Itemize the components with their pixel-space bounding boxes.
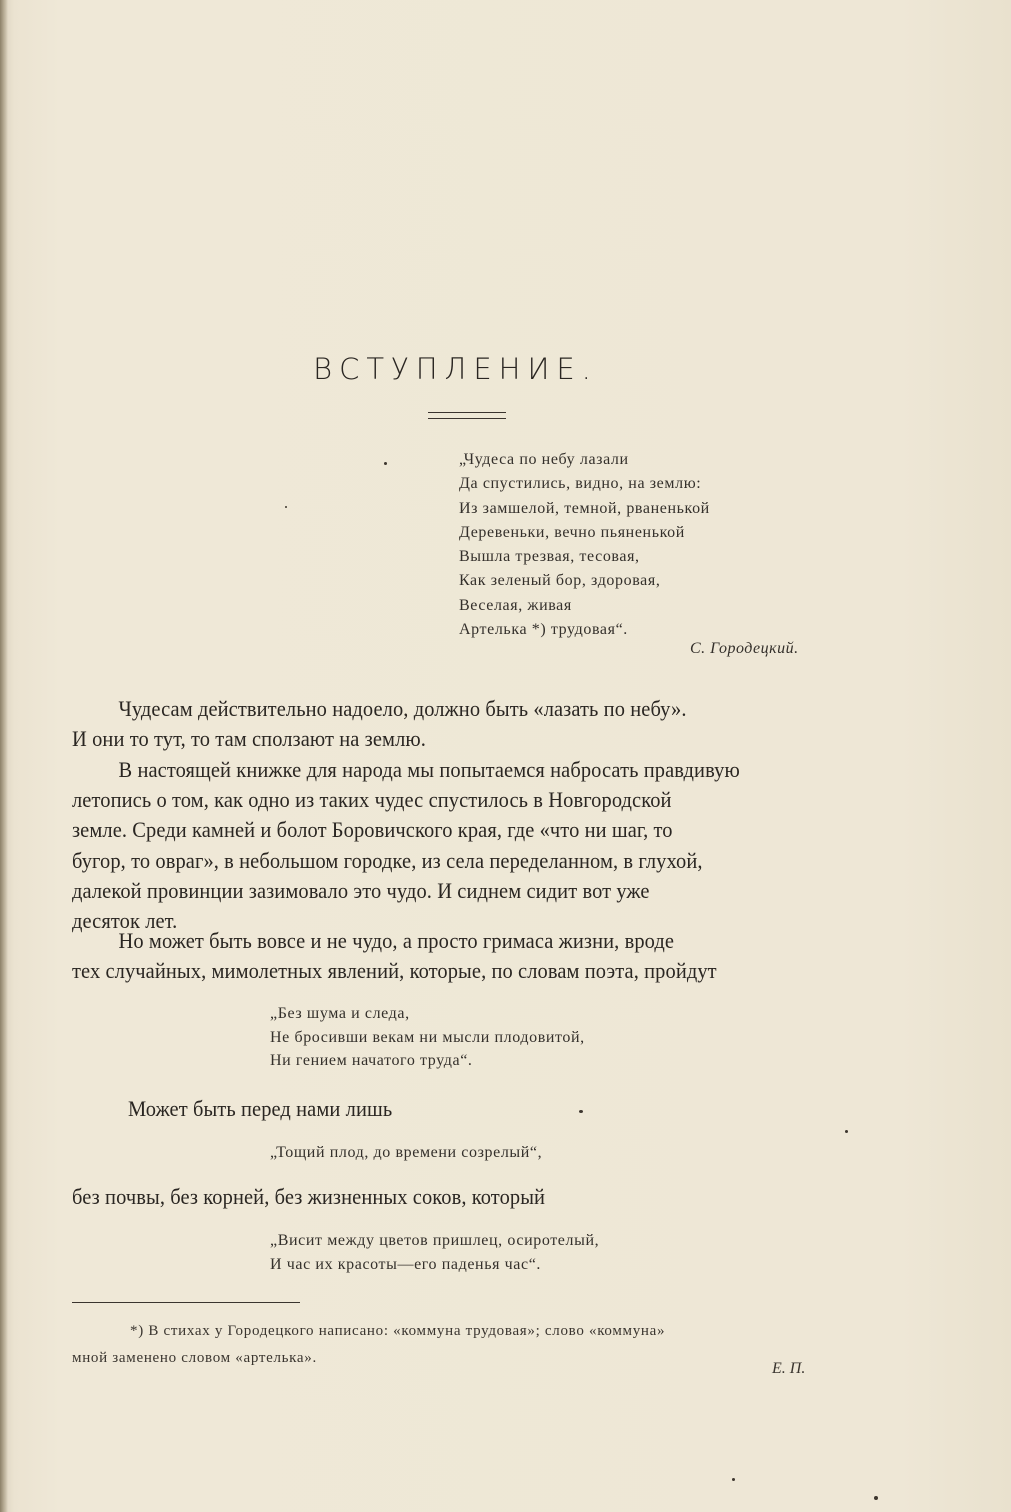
paragraph-line: тех случайных, мимолетных явлений, которые, по словам поэта, пройдут: [72, 958, 717, 984]
text-line-3: без почвы, без корней, без жизненных соков, который: [72, 1184, 546, 1209]
text-line-2: Может быть перед нами лишь: [128, 1096, 393, 1121]
paper-speck: [579, 1110, 583, 1113]
footnote-line: мной заменено словом «артелька».: [72, 1350, 317, 1366]
paragraph-line: летопись о том, как одно из таких чудес спустилось в Новгородской: [72, 787, 672, 813]
footnote-signature: Е. П.: [772, 1360, 806, 1377]
verse-quote-1: [270, 1002, 585, 1073]
paper-speck: [732, 1478, 735, 1481]
verse-quote-2: [270, 1141, 542, 1165]
epigraph-line: Да спустились, видно, на землю:: [459, 475, 702, 493]
epigraph: [459, 448, 819, 642]
paragraph-line: И они то тут, то там сползают на землю.: [72, 726, 426, 752]
footnote-rule: [72, 1302, 300, 1303]
epigraph-line: Деревеньки, вечно пьяненькой: [459, 523, 685, 541]
paper-speck: [845, 1130, 848, 1133]
epigraph-line: Веселая, живая: [459, 596, 572, 614]
epigraph-line: „Чудеса по небу лазали: [459, 451, 629, 468]
paragraph-line: земле. Среди камней и болот Боровичского края, где «что ни шаг, то: [72, 817, 673, 843]
epigraph-line: Из замшелой, темной, рваненькой: [459, 499, 710, 517]
footnote-line: *) В стихах у Городецкого написано: «коммуна трудовая»; слово «коммуна»: [130, 1323, 666, 1339]
verse-quote-3: [270, 1229, 599, 1276]
paragraph-line: бугор, то овраг», в небольшом городке, из села переделанном, в глухой,: [72, 847, 703, 873]
verse-line: И час их красоты—его паденья час“.: [270, 1255, 542, 1273]
epigraph-line: Артелька *) трудовая“.: [459, 621, 628, 639]
paragraph-line: Чудесам действительно надоело, должно быть «лазать по небу».: [118, 696, 687, 721]
footnote: [72, 1318, 872, 1372]
verse-line: „Тощий плод, до времени созрелый“,: [270, 1144, 543, 1161]
epigraph-line: Как зеленый бор, здоровая,: [459, 572, 661, 590]
paper-speck: [384, 462, 387, 465]
paragraph-line: В настоящей книжке для народа мы попытаемся набросать правдивую: [118, 757, 740, 782]
paragraph-1: [72, 694, 811, 754]
paper-speck: [874, 1496, 878, 1500]
paper-speck: [285, 506, 287, 508]
paragraph-line: Но может быть вовсе и не чудо, а просто гримаса жизни, вроде: [118, 928, 675, 953]
verse-line: Не бросивши векам ни мысли плодовитой,: [270, 1028, 585, 1046]
verse-line: Ни гением начатого труда“.: [270, 1052, 473, 1069]
title-double-rule: [428, 412, 506, 419]
epigraph-line: Вышла трезвая, тесовая,: [459, 548, 640, 566]
verse-line: „Без шума и следа,: [270, 1005, 410, 1022]
chapter-title: ВСТУПЛЕНИЕ.: [313, 352, 598, 386]
verse-line: „Висит между цветов пришлец, осиротелый,: [270, 1232, 600, 1249]
paragraph-2: [72, 755, 811, 936]
paragraph-line: далекой провинции зазимовало это чудо. И сиднем сидит вот уже: [72, 877, 650, 903]
book-binding-edge: [0, 0, 8, 1512]
paragraph-line: десяток лет.: [72, 908, 178, 934]
epigraph-author: С. Городецкий.: [690, 640, 799, 657]
paragraph-3: [72, 926, 811, 986]
